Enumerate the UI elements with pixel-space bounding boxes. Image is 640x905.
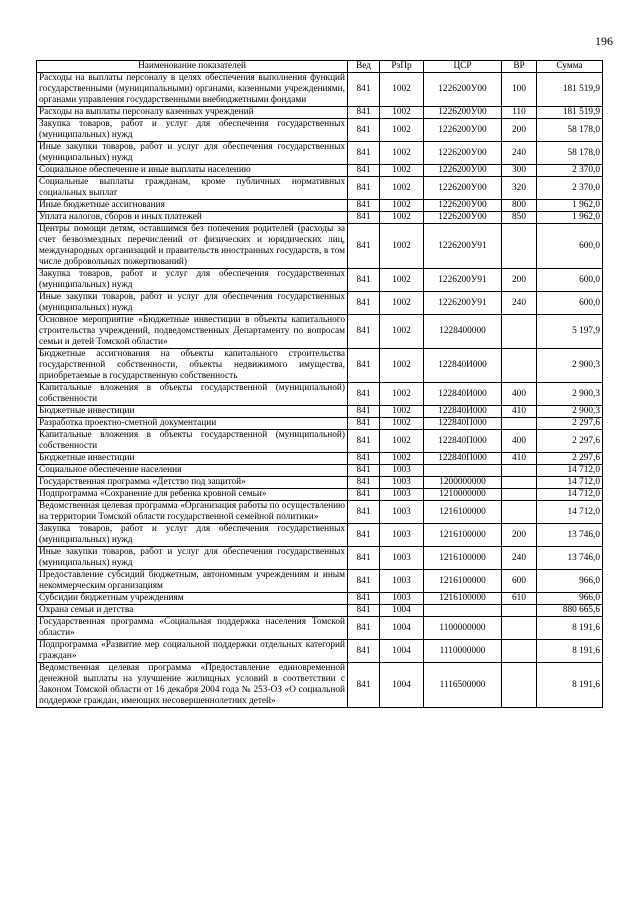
cell-csr: 1226200У91 [424,269,502,292]
cell-ved: 841 [348,315,380,349]
cell-rzpr: 1003 [380,570,424,593]
cell-ved: 841 [348,605,380,617]
cell-name: Государственная программа «Социальная поддержка населения Томской области» [37,617,348,640]
cell-rzpr: 1003 [380,593,424,605]
cell-ved: 841 [348,383,380,406]
cell-rzpr: 1002 [380,349,424,383]
cell-vr: 410 [502,453,537,465]
cell-ved: 841 [348,501,380,524]
cell-name: Закупка товаров, работ и услуг для обеспечения государственных (муниципальных) нужд [37,524,348,547]
cell-rzpr: 1003 [380,547,424,570]
cell-rzpr: 1004 [380,663,424,708]
col-header-ved: Вед [348,61,380,73]
cell-sum: 880 665,6 [537,605,603,617]
cell-name: Уплата налогов, сборов и иных платежей [37,212,348,224]
cell-name: Иные бюджетные ассигнования [37,200,348,212]
cell-csr: 1216100000 [424,570,502,593]
cell-csr: 1228400000 [424,315,502,349]
cell-rzpr: 1002 [380,73,424,107]
col-header-vr: ВР [502,61,537,73]
cell-rzpr: 1002 [380,165,424,177]
cell-vr: 600 [502,570,537,593]
cell-name: Расходы на выплаты персоналу казенных учреждений [37,107,348,119]
cell-ved: 841 [348,430,380,453]
cell-ved: 841 [348,406,380,418]
table-row [37,224,603,269]
cell-name: Закупка товаров, работ и услуг для обеспечения государственных (муниципальных) нужд [37,269,348,292]
cell-sum: 8 191,6 [537,640,603,663]
cell-name: Социальное обеспечение и иные выплаты населению [37,165,348,177]
cell-sum: 2 900,3 [537,406,603,418]
cell-ved: 841 [348,107,380,119]
cell-ved: 841 [348,177,380,200]
cell-vr: 400 [502,430,537,453]
cell-rzpr: 1004 [380,617,424,640]
cell-sum: 181 519,9 [537,73,603,107]
cell-csr: 1200000000 [424,477,502,489]
col-header-csr: ЦСР [424,61,502,73]
cell-csr: 1226200У00 [424,177,502,200]
cell-csr: 1216100000 [424,501,502,524]
cell-vr: 100 [502,73,537,107]
cell-name: Подпрограмма «Развитие мер социальной поддержки отдельных категорий граждан» [37,640,348,663]
cell-ved: 841 [348,593,380,605]
cell-csr: 122840П000 [424,453,502,465]
cell-ved: 841 [348,200,380,212]
table-row [37,142,603,165]
cell-vr [502,663,537,708]
cell-sum: 1 962,0 [537,212,603,224]
cell-sum: 5 197,9 [537,315,603,349]
cell-vr [502,640,537,663]
table-row [37,406,603,418]
cell-sum: 8 191,6 [537,663,603,708]
cell-vr: 110 [502,107,537,119]
cell-name: Социальные выплаты гражданам, кроме публичных нормативных социальных выплат [37,177,348,200]
cell-ved: 841 [348,465,380,477]
cell-csr: 1226200У91 [424,224,502,269]
cell-sum: 600,0 [537,292,603,315]
cell-rzpr: 1002 [380,200,424,212]
col-header-sum: Сумма [537,61,603,73]
cell-sum: 13 746,0 [537,547,603,570]
cell-csr: 122840П000 [424,430,502,453]
cell-ved: 841 [348,224,380,269]
cell-sum: 181 519,9 [537,107,603,119]
cell-vr: 200 [502,119,537,142]
cell-csr [424,465,502,477]
cell-csr: 1226200У00 [424,165,502,177]
cell-ved: 841 [348,489,380,501]
cell-vr: 610 [502,593,537,605]
cell-name: Субсидии бюджетным учреждениям [37,593,348,605]
cell-rzpr: 1002 [380,119,424,142]
cell-csr: 1116500000 [424,663,502,708]
cell-name: Бюджетные инвестиции [37,453,348,465]
table-row [37,640,603,663]
cell-sum: 2 297,6 [537,430,603,453]
table-row [37,547,603,570]
cell-name: Социальное обеспечение населения [37,465,348,477]
cell-rzpr: 1003 [380,489,424,501]
cell-ved: 841 [348,418,380,430]
table-row [37,212,603,224]
cell-name: Подпрограмма «Сохранение для ребенка кровной семьи» [37,489,348,501]
cell-ved: 841 [348,73,380,107]
cell-ved: 841 [348,212,380,224]
cell-csr: 1216100000 [424,524,502,547]
cell-rzpr: 1003 [380,477,424,489]
table-row [37,119,603,142]
cell-name: Капитальные вложения в объекты государственной (муниципальной) собственности [37,430,348,453]
cell-sum: 14 712,0 [537,477,603,489]
cell-csr: 122840П000 [424,418,502,430]
cell-name: Капитальные вложения в объекты государственной (муниципальной) собственности [37,383,348,406]
cell-name: Закупка товаров, работ и услуг для обеспечения государственных (муниципальных) нужд [37,119,348,142]
table-row [37,383,603,406]
cell-csr: 1210000000 [424,489,502,501]
cell-rzpr: 1002 [380,430,424,453]
cell-name: Основное мероприятие «Бюджетные инвестиции в объекты капитального строительства учреждений, подведомственных Департаменту по вопросам семьи и детей Томской области» [37,315,348,349]
cell-ved: 841 [348,570,380,593]
cell-vr: 800 [502,200,537,212]
cell-vr: 200 [502,269,537,292]
table-row [37,107,603,119]
cell-sum: 2 900,3 [537,349,603,383]
table-row [37,617,603,640]
cell-ved: 841 [348,142,380,165]
cell-csr: 1100000000 [424,617,502,640]
table-row [37,200,603,212]
cell-vr [502,489,537,501]
cell-name: Охрана семьи и детства [37,605,348,617]
cell-sum: 8 191,6 [537,617,603,640]
table-row [37,605,603,617]
cell-vr [502,465,537,477]
table-row [37,593,603,605]
cell-rzpr: 1002 [380,142,424,165]
table-row [37,315,603,349]
cell-ved: 841 [348,349,380,383]
cell-rzpr: 1002 [380,418,424,430]
cell-sum: 2 297,6 [537,418,603,430]
table-row [37,430,603,453]
cell-sum: 966,0 [537,570,603,593]
table-row [37,177,603,200]
cell-csr: 1226200У91 [424,292,502,315]
cell-vr [502,349,537,383]
cell-rzpr: 1002 [380,107,424,119]
cell-vr: 410 [502,406,537,418]
cell-vr [502,605,537,617]
cell-csr [424,605,502,617]
cell-sum: 2 370,0 [537,177,603,200]
cell-csr: 1226200У00 [424,142,502,165]
cell-name: Иные закупки товаров, работ и услуг для обеспечения государственных (муниципальных) нужд [37,292,348,315]
cell-csr: 122840И000 [424,349,502,383]
cell-vr: 240 [502,547,537,570]
cell-name: Бюджетные инвестиции [37,406,348,418]
table-row [37,489,603,501]
cell-rzpr: 1003 [380,524,424,547]
page-number: 196 [595,34,613,48]
cell-name: Государственная программа «Детство под защитой» [37,477,348,489]
cell-csr: 122840И000 [424,383,502,406]
cell-csr: 1226200У00 [424,212,502,224]
cell-name: Центры помощи детям, оставшимся без попечения родителей (расходы за счет безвозмездных перечислений от физических и юридических лиц, международных организаций и правительств иностранных государств, в том числе добровольных пожертвований) [37,224,348,269]
col-header-name: Наименование показателей [37,61,348,73]
cell-sum: 14 712,0 [537,489,603,501]
table-row [37,349,603,383]
cell-vr [502,418,537,430]
cell-vr [502,477,537,489]
table-row [37,269,603,292]
cell-name: Предоставление субсидий бюджетным, автономным учреждениям и иным некоммерческим организациям [37,570,348,593]
table-row [37,477,603,489]
cell-sum: 966,0 [537,593,603,605]
cell-rzpr: 1002 [380,383,424,406]
cell-ved: 841 [348,477,380,489]
cell-ved: 841 [348,269,380,292]
cell-name: Ведомственная целевая программа «Предоставление единовременной денежной выплаты на улучшение жилищных условий в соответствии с Законом Томской области от 16 декабря 2004 года № 253-ОЗ «О социальной поддержке граждан, имеющих несовершеннолетних детей» [37,663,348,708]
cell-csr: 1226200У00 [424,119,502,142]
cell-sum: 14 712,0 [537,501,603,524]
cell-ved: 841 [348,453,380,465]
table-row [37,524,603,547]
cell-ved: 841 [348,165,380,177]
cell-ved: 841 [348,119,380,142]
cell-ved: 841 [348,663,380,708]
cell-name: Иные закупки товаров, работ и услуг для обеспечения государственных (муниципальных) нужд [37,142,348,165]
table-row [37,418,603,430]
cell-vr: 240 [502,142,537,165]
cell-sum: 58 178,0 [537,142,603,165]
table-row [37,73,603,107]
table-row [37,570,603,593]
cell-sum: 2 297,6 [537,453,603,465]
table-row [37,292,603,315]
cell-ved: 841 [348,292,380,315]
cell-name: Ведомственная целевая программа «Организация работы по осуществлению на территории Томской области государственной семейной политики» [37,501,348,524]
cell-sum: 2 370,0 [537,165,603,177]
cell-csr: 1216100000 [424,593,502,605]
table-row [37,663,603,708]
cell-sum: 600,0 [537,269,603,292]
cell-vr [502,501,537,524]
cell-vr [502,315,537,349]
cell-rzpr: 1002 [380,269,424,292]
cell-csr: 122840И000 [424,406,502,418]
cell-csr: 1226200У00 [424,73,502,107]
cell-vr: 240 [502,292,537,315]
cell-rzpr: 1004 [380,640,424,663]
cell-rzpr: 1002 [380,453,424,465]
cell-sum: 13 746,0 [537,524,603,547]
cell-rzpr: 1002 [380,177,424,200]
cell-rzpr: 1002 [380,212,424,224]
cell-vr: 320 [502,177,537,200]
cell-sum: 1 962,0 [537,200,603,212]
cell-sum: 14 712,0 [537,465,603,477]
cell-vr [502,224,537,269]
cell-name: Расходы на выплаты персоналу в целях обеспечения выполнения функций государственными (муниципальными) органами, казенными учреждениями, органами управления государственными внебюджетными фондами [37,73,348,107]
cell-rzpr: 1002 [380,315,424,349]
cell-ved: 841 [348,640,380,663]
cell-csr: 1226200У00 [424,107,502,119]
table-row [37,501,603,524]
cell-csr: 1226200У00 [424,200,502,212]
table-header-row [37,61,603,73]
cell-vr: 850 [502,212,537,224]
cell-ved: 841 [348,524,380,547]
col-header-rzpr: РзПр [380,61,424,73]
cell-csr: 1216100000 [424,547,502,570]
table-row [37,165,603,177]
cell-sum: 2 900,3 [537,383,603,406]
cell-name: Иные закупки товаров, работ и услуг для обеспечения государственных (муниципальных) нужд [37,547,348,570]
cell-csr: 1110000000 [424,640,502,663]
cell-vr: 400 [502,383,537,406]
budget-table [36,60,603,708]
cell-rzpr: 1004 [380,605,424,617]
table-row [37,453,603,465]
cell-ved: 841 [348,617,380,640]
cell-name: Бюджетные ассигнования на объекты капитального строительства государственной собственности, объекты недвижимого имущества, приобретаемые в государственную собственность [37,349,348,383]
cell-sum: 600,0 [537,224,603,269]
cell-name: Разработка проектно-сметной документации [37,418,348,430]
cell-vr: 200 [502,524,537,547]
cell-ved: 841 [348,547,380,570]
cell-rzpr: 1002 [380,292,424,315]
cell-rzpr: 1002 [380,224,424,269]
cell-rzpr: 1002 [380,406,424,418]
cell-vr [502,617,537,640]
table-row [37,465,603,477]
cell-rzpr: 1003 [380,501,424,524]
cell-sum: 58 178,0 [537,119,603,142]
cell-vr: 300 [502,165,537,177]
cell-rzpr: 1003 [380,465,424,477]
